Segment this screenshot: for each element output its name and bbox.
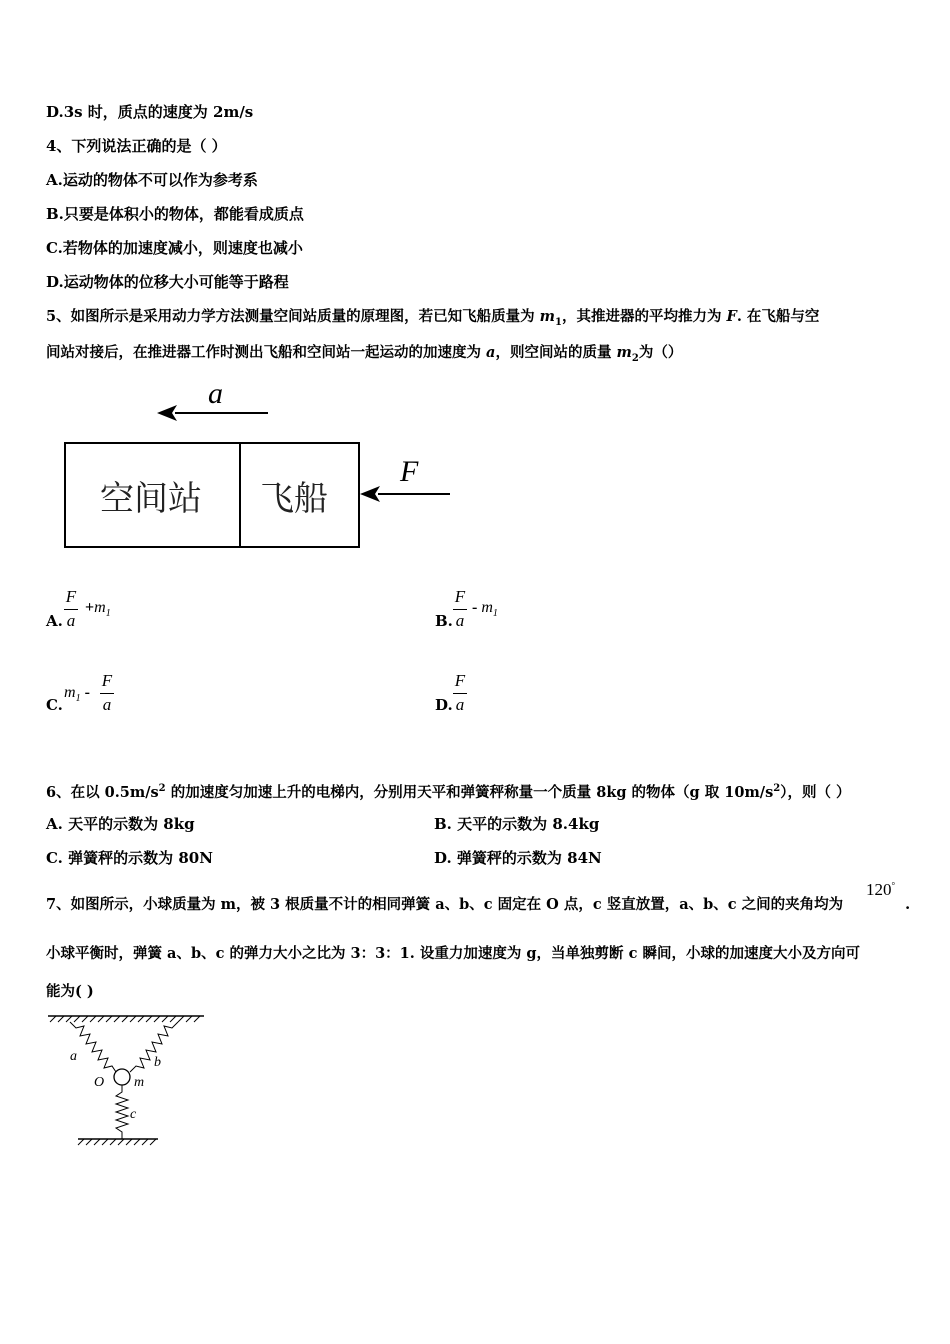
q6-superscript: 2: [158, 783, 166, 794]
fraction-denominator: a: [455, 695, 465, 714]
label-c: c: [130, 1107, 137, 1122]
q6-option-a: A. 天平的示数为 8kg: [46, 815, 195, 833]
label-O: O: [94, 1075, 105, 1090]
q6-text-part: 6、在以 0.5m/s: [46, 783, 159, 801]
q4-option-a: A.运动的物体不可以作为参考系: [46, 171, 258, 189]
m-subscript: 1: [75, 693, 81, 705]
q7-question-line1: 7、如图所示，小球质量为 m，被 3 根质量不计的相同弹簧 a、b、c 固定在 O 点，c 竖直放置，a、b、c 之间的夹角均为: [46, 896, 844, 913]
q5-option-b-rest: [472, 599, 498, 619]
q5-option-d-fraction: [453, 672, 467, 714]
force-label: F: [400, 455, 419, 488]
fraction-bar: [453, 693, 467, 694]
q5-m2-sub: 2: [631, 352, 639, 364]
label-a: a: [70, 1049, 77, 1064]
fraction-denominator: a: [66, 611, 76, 630]
q5-option-c-label: C.: [46, 696, 63, 714]
spring-c: [116, 1085, 128, 1139]
m-subscript: 1: [105, 608, 111, 620]
q5-text-part: 为（）: [638, 344, 683, 361]
q4-option-d: D.运动物体的位移大小可能等于路程: [46, 273, 289, 291]
q6-question: [46, 779, 851, 803]
label-b: b: [154, 1055, 161, 1070]
q5-F: F: [726, 308, 737, 325]
q6-option-b: B. 天平的示数为 8.4kg: [434, 815, 600, 833]
q6-superscript: 2: [773, 783, 781, 794]
ball: [114, 1069, 130, 1085]
ceiling-hatch: [50, 1016, 200, 1022]
q3-option-d: D.3s 时，质点的速度为 2m/s: [46, 103, 254, 121]
q5-text-part: . 在飞船与空: [736, 308, 820, 325]
force-arrow-head: [360, 486, 380, 502]
station-label: 空间站: [100, 479, 202, 519]
m-subscript: 1: [492, 608, 498, 620]
q5-text-part: 5、如图所示是采用动力学方法测量空间站质量的原理图，若已知飞船质量为: [46, 308, 540, 325]
q5-option-c-fraction: [100, 672, 114, 714]
q5-option-a-fraction: [64, 588, 78, 630]
fraction-bar: [100, 693, 114, 694]
m-symbol: m: [64, 684, 76, 701]
q5-text-part: ，其推进器的平均推力为: [561, 308, 727, 325]
minus-sign: -: [84, 684, 90, 701]
q5-m1: m: [539, 308, 555, 325]
q5-option-b-fraction: [453, 588, 467, 630]
q6-option-d: D. 弹簧秤的示数为 84N: [434, 849, 602, 867]
q5-question-line1: [46, 307, 819, 333]
angle-value: 120: [866, 880, 892, 899]
q5-m2: m: [616, 344, 632, 361]
label-m: m: [134, 1075, 145, 1090]
q5-a: a: [486, 344, 496, 361]
fraction-bar: [64, 609, 78, 610]
q5-text-part: 间站对接后，在推进器工作时测出飞船和空间站一起运动的加速度为: [46, 344, 487, 361]
q5-option-c-lead: [64, 684, 90, 704]
q5-option-a-rest: [85, 599, 111, 619]
q5-figure: [60, 375, 460, 555]
q5-option-a-label: A.: [46, 612, 63, 630]
m-symbol: m: [94, 599, 106, 616]
fraction-numerator: F: [454, 587, 466, 606]
q4-question: 4、下列说法正确的是（ ）: [46, 137, 227, 155]
q5-m1-sub: 1: [554, 316, 562, 328]
q5-text-part: ，则空间站的质量: [495, 344, 617, 361]
q4-option-b: B.只要是体积小的物体，都能看成质点: [46, 205, 304, 223]
m-symbol: m: [481, 599, 493, 616]
degree-icon: °: [891, 880, 896, 891]
q6-text-part: 的加速度匀加速上升的电梯内，分别用天平和弹簧秤称量一个质量 8kg 的物体（g 取 10m/s: [165, 783, 774, 801]
q7-period: .: [905, 895, 911, 913]
q5-question-line2: [46, 343, 682, 369]
accel-arrow-head: [157, 405, 177, 421]
q6-option-c: C. 弹簧秤的示数为 80N: [46, 849, 213, 867]
ship-label: 飞船: [260, 479, 328, 519]
fraction-numerator: F: [454, 671, 466, 690]
q5-option-b-label: B.: [435, 612, 453, 630]
fraction-numerator: F: [101, 671, 113, 690]
fraction-denominator: a: [455, 611, 465, 630]
q6-text-part: ），则（ ）: [780, 783, 851, 801]
minus-sign: -: [472, 599, 478, 616]
q7-figure: [40, 1008, 220, 1153]
floor-hatch: [78, 1139, 156, 1145]
fraction-denominator: a: [102, 695, 112, 714]
q7-angle: [866, 880, 895, 900]
accel-label: a: [208, 377, 223, 410]
spring-a: [70, 1022, 116, 1072]
q7-question-line3: 能为( ): [46, 983, 94, 1000]
plus-sign: +: [85, 599, 95, 616]
fraction-bar: [453, 609, 467, 610]
fraction-numerator: F: [65, 587, 77, 606]
q4-option-c: C.若物体的加速度减小，则速度也减小: [46, 239, 303, 257]
q7-question-line2: 小球平衡时，弹簧 a、b、c 的弹力大小之比为 3：3：1. 设重力加速度为 g，当单独剪断 c 瞬间，小球的加速度大小及方向可: [46, 945, 860, 962]
q5-option-d-label: D.: [435, 696, 453, 714]
